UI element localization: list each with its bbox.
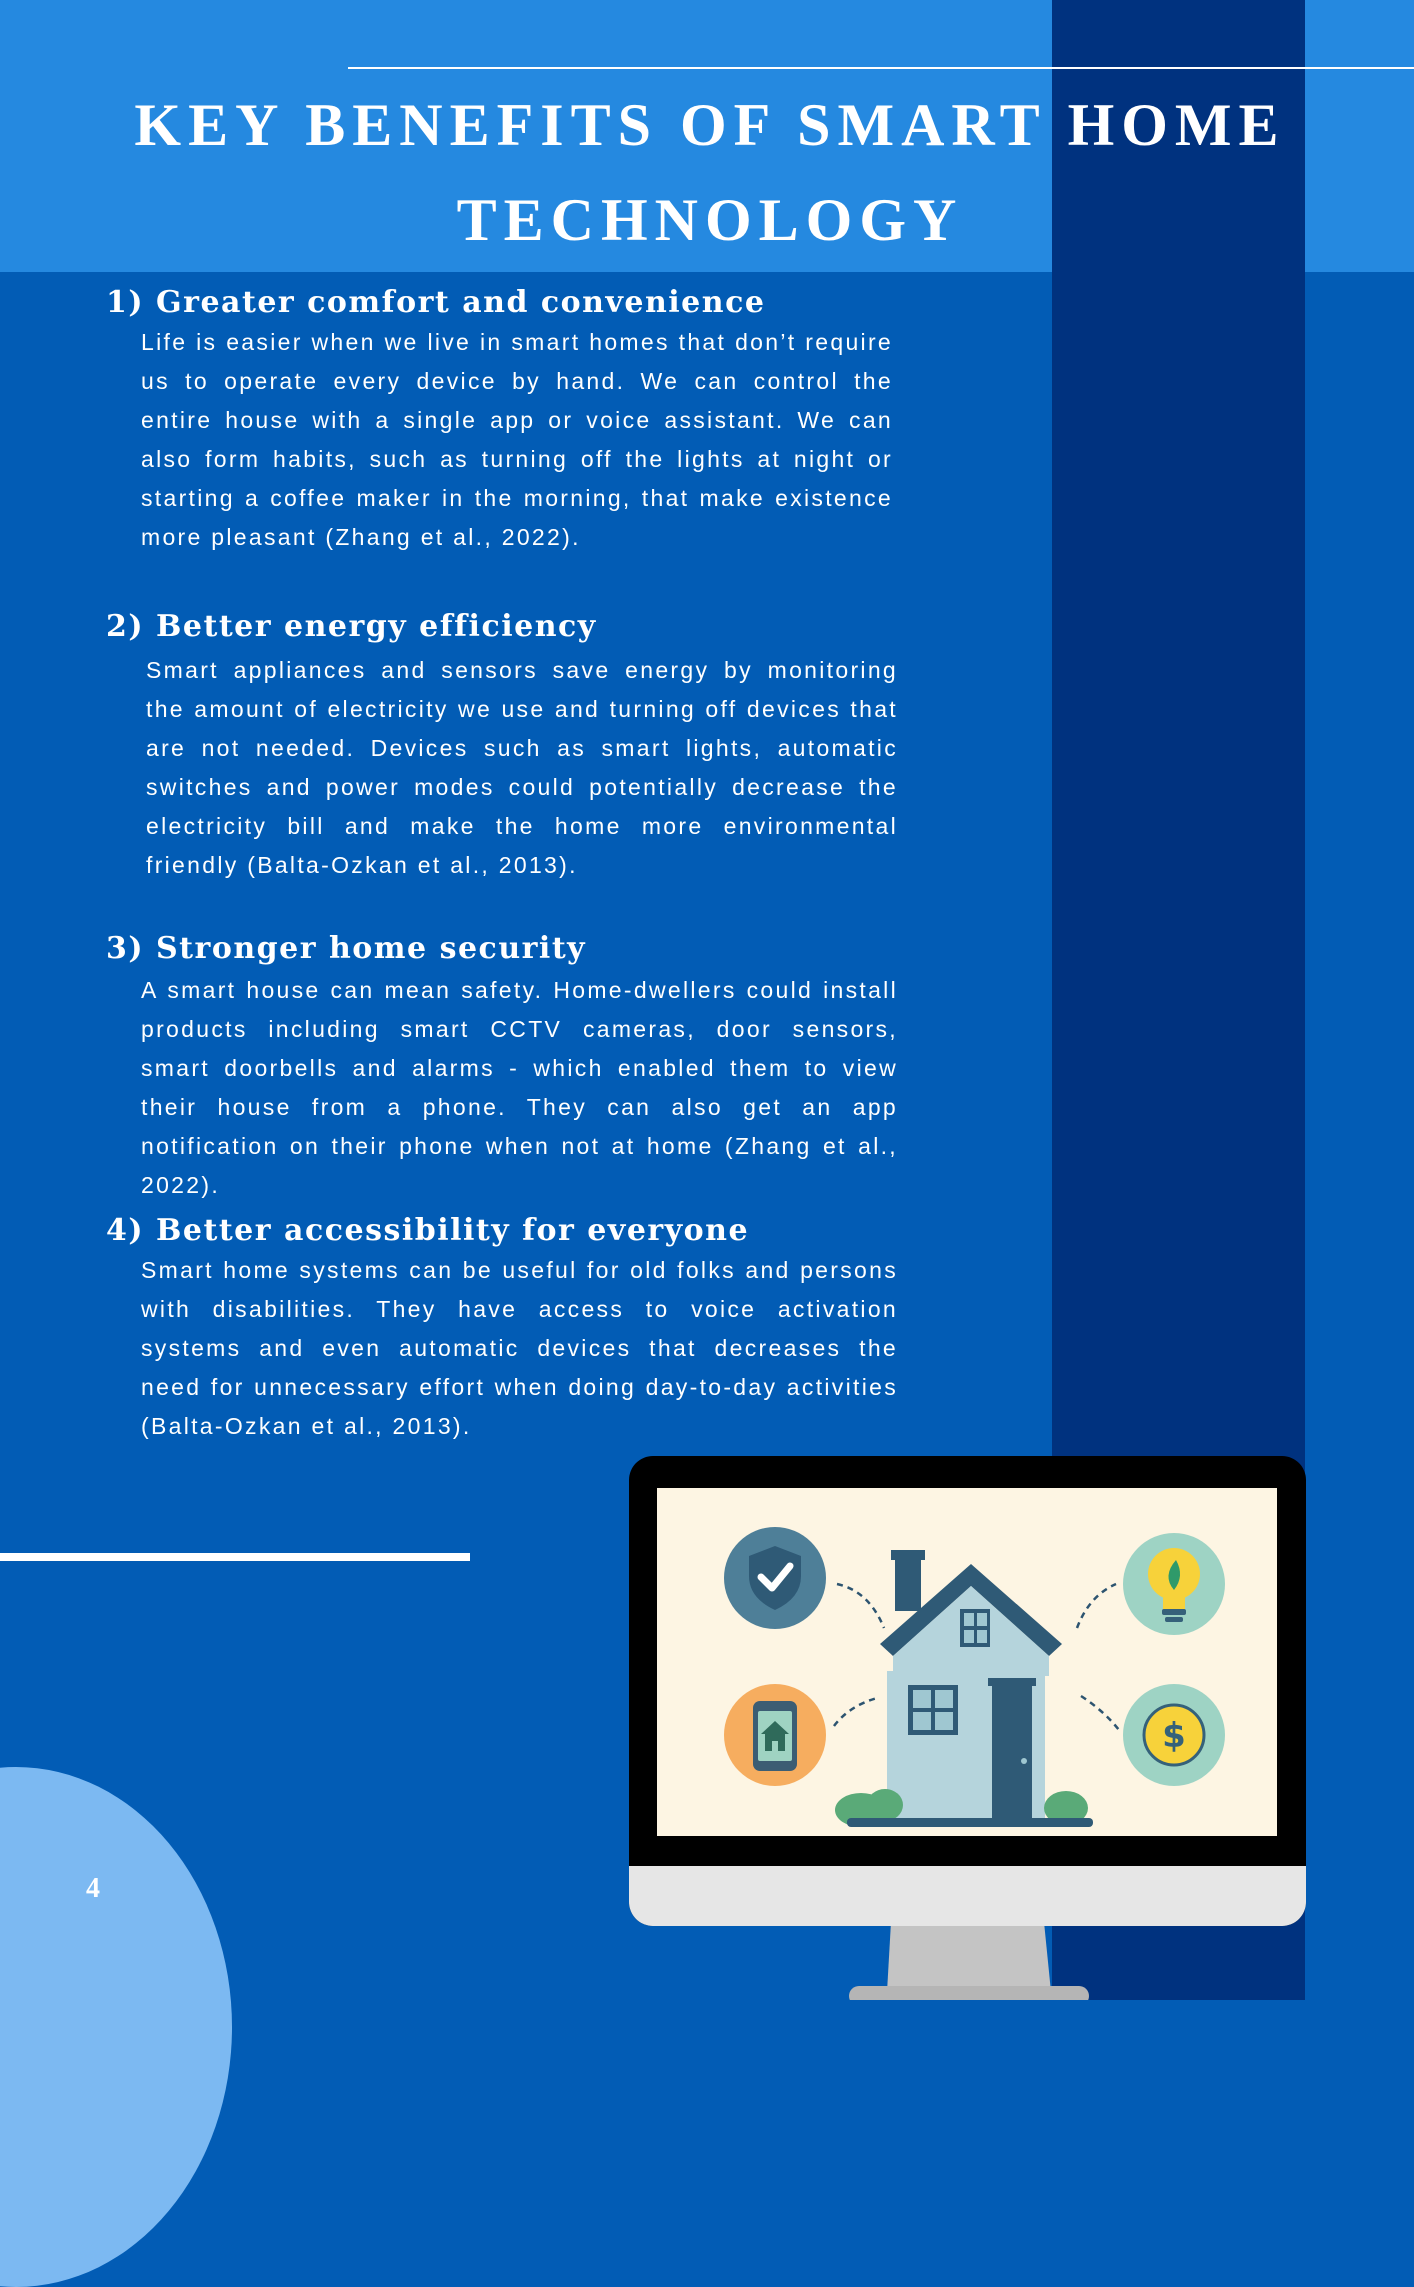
benefit-section-security	[106, 929, 906, 1205]
benefit-section-accessibility	[106, 1211, 906, 1446]
dollar-coin-icon	[1123, 1684, 1225, 1786]
section-body: A smart house can mean safety. Home-dwellers could install products including smart CCTV cameras, door sensors, smart doorbells and alarms - which enabled them to view their house from a phone. They can also get an app notification on their phone when not at home (Zhang et al., 2022).	[141, 977, 898, 1198]
benefit-section-comfort	[106, 283, 906, 557]
section-heading: 1) Greater comfort and convenience	[106, 285, 766, 320]
page-number: 4	[86, 1873, 100, 1904]
section-body: Life is easier when we live in smart homes that don’t require us to operate every device by hand. We can control the entire house with a single app or voice assistant. We can also form habits, such as turning off the lights at night or starting a coffee maker in the morning, that make existence more pleasant (Zhang et al., 2022).	[141, 329, 893, 550]
section-body: Smart home systems can be useful for old folks and persons with disabilities. They have access to voice activation systems and even automatic devices that decreases the need for unnecessary effort when doing day-to-day activities (Balta-Ozkan et al., 2013).	[141, 1257, 898, 1439]
lightbulb-icon	[1123, 1533, 1225, 1635]
monitor-stand	[849, 1922, 1089, 2000]
smartphone-home-icon	[724, 1684, 826, 1786]
shield-check-icon	[724, 1527, 826, 1629]
section-heading: 3) Stronger home security	[106, 931, 587, 966]
monitor-chin	[629, 1866, 1306, 1926]
decorative-corner-circle	[0, 1767, 232, 2287]
decorative-white-bar	[0, 1553, 470, 1561]
header-divider-line	[348, 67, 1414, 69]
benefit-section-energy	[106, 607, 906, 885]
page-title: KEY BENEFITS OF SMART HOME TECHNOLOGY	[134, 92, 1286, 253]
section-heading: 4) Better accessibility for everyone	[106, 1213, 750, 1248]
svg-text:$: $	[1162, 1716, 1186, 1756]
section-heading: 2) Better energy efficiency	[106, 609, 597, 644]
section-body: Smart appliances and sensors save energy by monitoring the amount of electricity we use and turning off devices that are not needed. Devices such as smart lights, automatic switches and power modes could potentially decrease the electricity bill and make the home more environmental friendly (Balta-Ozkan et al., 2013).	[146, 657, 898, 878]
smart-home-monitor-illustration	[629, 1456, 1306, 2000]
